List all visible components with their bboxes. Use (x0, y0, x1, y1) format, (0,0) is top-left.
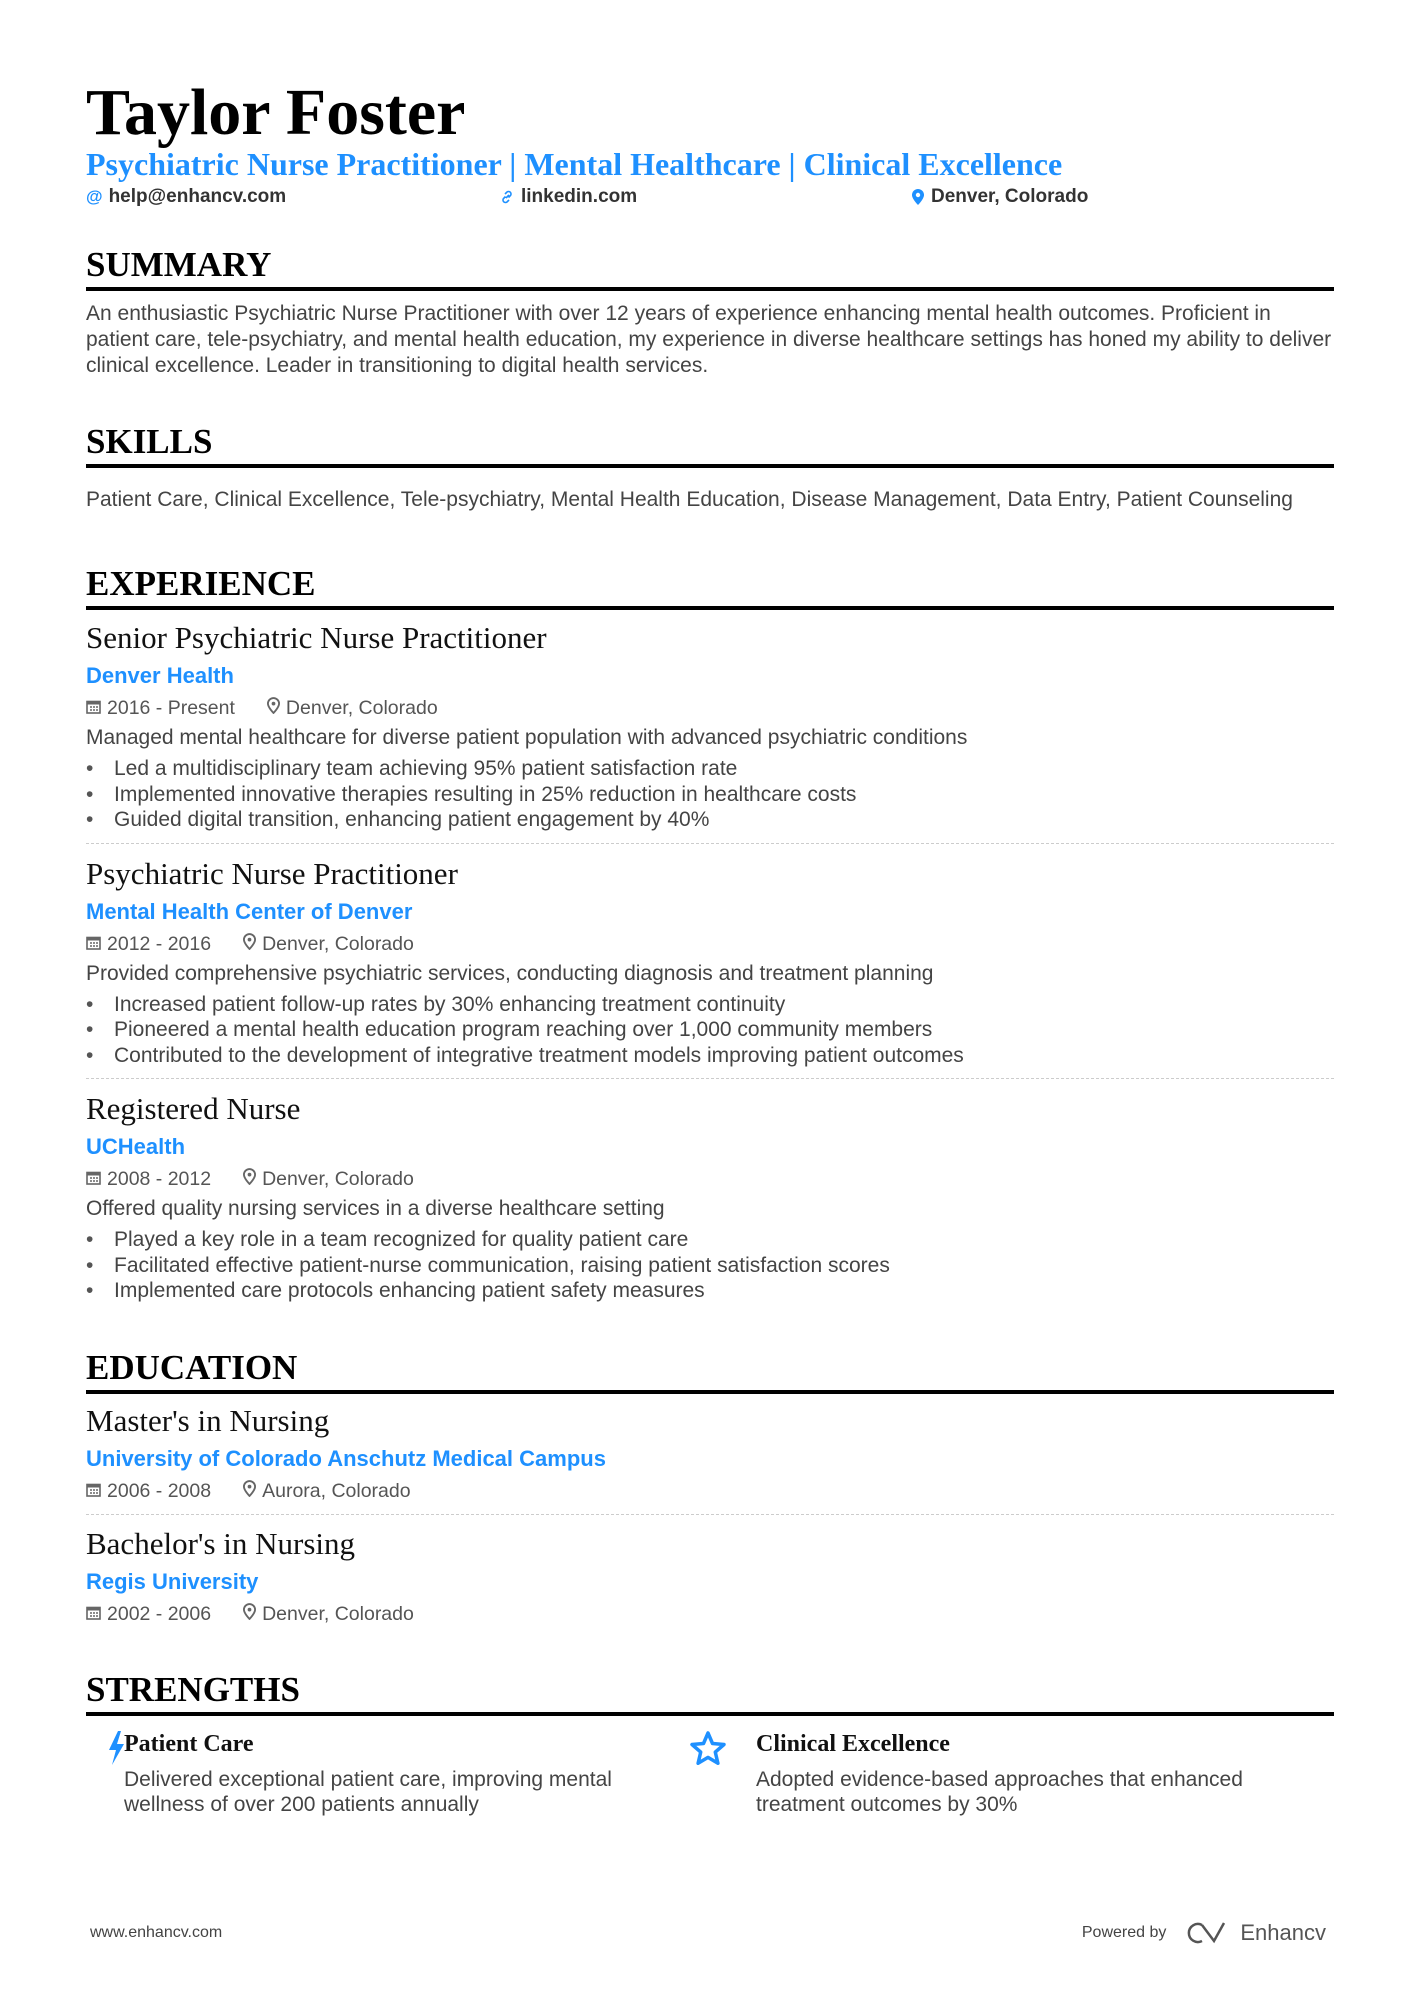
school-name: Regis University (86, 1568, 259, 1594)
strength-item (710, 1729, 1334, 1817)
bullet-item: • Implemented care protocols enhancing patient safety measures (86, 1278, 1334, 1304)
link-icon (499, 189, 515, 205)
footer (90, 1920, 1326, 1946)
calendar-icon (86, 694, 101, 722)
entry-dates: 2002 - 2006 (107, 1602, 212, 1625)
entry-dates: 2016 - Present (107, 697, 235, 719)
section-heading-education: EDUCATION (86, 1346, 1334, 1394)
bullet-item: • Implemented innovative therapies resulting in 25% reduction in healthcare costs (86, 782, 1334, 808)
email-text: help@enhancv.com (108, 186, 287, 207)
location-text: Denver, Colorado (931, 186, 1089, 207)
education-entry (86, 1403, 1334, 1505)
degree: Bachelor's in Nursing (86, 1525, 356, 1561)
job-title: Senior Psychiatric Nurse Practitioner (86, 620, 547, 655)
location-pin-icon (243, 1165, 256, 1193)
entry-location: Denver, Colorado (262, 1602, 414, 1625)
strength-title: Patient Care (124, 1730, 254, 1757)
entry-meta (86, 1477, 1334, 1505)
skills-text: Patient Care, Clinical Excellence, Tele-psychiatry, Mental Health Education, Disease Management, Data Entry, Patient Counseling (86, 488, 1293, 511)
job-bullets (86, 1227, 1334, 1304)
bullet-item: • Increased patient follow-up rates by 30% enhancing treatment continuity (86, 992, 1334, 1018)
strength-item (86, 1729, 710, 1817)
entry-meta (86, 1600, 1334, 1628)
resume (86, 0, 1334, 1817)
bullet-item: • Contributed to the development of integrative treatment models improving patient outcomes (86, 1043, 1334, 1069)
entry-location: Denver, Colorado (262, 1168, 414, 1190)
divider (86, 1078, 1334, 1079)
contact-row (86, 184, 1334, 210)
job-description: Managed mental healthcare for diverse patient population with advanced psychiatric conditions (86, 726, 968, 749)
company-name: Mental Health Center of Denver (86, 898, 413, 924)
enhancv-logo[interactable] (1184, 1920, 1326, 1946)
company-name: UCHealth (86, 1134, 186, 1159)
section-heading-experience: EXPERIENCE (86, 562, 1334, 610)
entry-location: Denver, Colorado (262, 932, 414, 955)
candidate-title: Psychiatric Nurse Practitioner | Mental Healthcare | Clinical Excellence (86, 146, 1063, 182)
entry-location: Denver, Colorado (285, 697, 438, 719)
candidate-name: Taylor Foster (86, 76, 466, 149)
school-name: University of Colorado Anschutz Medical Campus (86, 1445, 606, 1471)
job-title: Psychiatric Nurse Practitioner (86, 855, 458, 891)
entry-meta (86, 1165, 1334, 1193)
strength-description: Adopted evidence-based approaches that enhanced treatment outcomes by 30% (756, 1767, 1243, 1816)
at-icon: @ (86, 187, 103, 206)
lightning-icon (86, 1729, 124, 1817)
bullet-item: • Guided digital transition, enhancing patient engagement by 40% (86, 807, 1334, 833)
company-name: Denver Health (86, 663, 234, 688)
bullet-item: • Led a multidisciplinary team achieving 95% patient satisfaction rate (86, 756, 1334, 782)
experience-entry (86, 856, 1334, 1069)
star-icon (690, 1729, 756, 1817)
enhancv-logo-icon (1184, 1921, 1230, 1945)
degree: Master's in Nursing (86, 1402, 330, 1438)
section-heading-strengths: STRENGTHS (86, 1668, 1334, 1716)
powered-by-text: Powered by (1081, 1924, 1167, 1941)
section-heading-summary: SUMMARY (86, 243, 1334, 291)
strength-description: Delivered exceptional patient care, improving mental wellness of over 200 patients annually (124, 1767, 612, 1816)
calendar-icon (86, 930, 101, 958)
summary-text: An enthusiastic Psychiatric Nurse Practitioner with over 12 years of experience enhancing mental health outcomes. Proficient in patient care, tele-psychiatry, and mental health education, my experience in diverse healthcare settings has honed my ability to deliver clinical excellence. Leader in transitioning to digital health services. (86, 302, 1332, 377)
bullet-item: • Pioneered a mental health education program reaching over 1,000 community members (86, 1017, 1334, 1043)
location-pin-icon (243, 1477, 256, 1505)
experience-list (86, 620, 1334, 1304)
experience-entry (86, 620, 1334, 833)
job-description: Provided comprehensive psychiatric services, conducting diagnosis and treatment planning (86, 961, 934, 985)
contact-email[interactable] (86, 184, 286, 210)
entry-meta (86, 930, 1334, 958)
bullet-item: • Played a key role in a team recognized for quality patient care (86, 1227, 1334, 1253)
location-pin-icon (267, 694, 280, 722)
location-pin-icon (243, 930, 256, 958)
calendar-icon (86, 1165, 101, 1193)
job-bullets (86, 756, 1334, 833)
calendar-icon (86, 1477, 101, 1505)
footer-website[interactable]: www.enhancv.com (90, 1924, 223, 1941)
strengths-list (86, 1729, 1334, 1817)
divider (86, 1514, 1334, 1515)
contact-linkedin[interactable] (499, 184, 637, 210)
contact-location (911, 184, 1088, 210)
linkedin-text: linkedin.com (521, 186, 638, 207)
divider (86, 843, 1334, 844)
location-pin-icon (911, 188, 925, 206)
entry-dates: 2008 - 2012 (107, 1168, 212, 1190)
strength-title: Clinical Excellence (756, 1730, 950, 1757)
job-title: Registered Nurse (86, 1091, 301, 1126)
location-pin-icon (243, 1600, 256, 1628)
section-heading-skills: SKILLS (86, 420, 1334, 468)
entry-dates: 2012 - 2016 (107, 932, 212, 955)
entry-meta (86, 694, 1334, 722)
entry-location: Aurora, Colorado (262, 1479, 411, 1502)
brand-name: Enhancv (1240, 1920, 1326, 1945)
education-entry (86, 1526, 1334, 1628)
job-description: Offered quality nursing services in a diverse healthcare setting (86, 1197, 665, 1220)
job-bullets (86, 992, 1334, 1069)
experience-entry (86, 1091, 1334, 1304)
entry-dates: 2006 - 2008 (107, 1479, 212, 1502)
calendar-icon (86, 1600, 101, 1628)
education-list (86, 1403, 1334, 1628)
bullet-item: • Facilitated effective patient-nurse communication, raising patient satisfaction scores (86, 1253, 1334, 1279)
